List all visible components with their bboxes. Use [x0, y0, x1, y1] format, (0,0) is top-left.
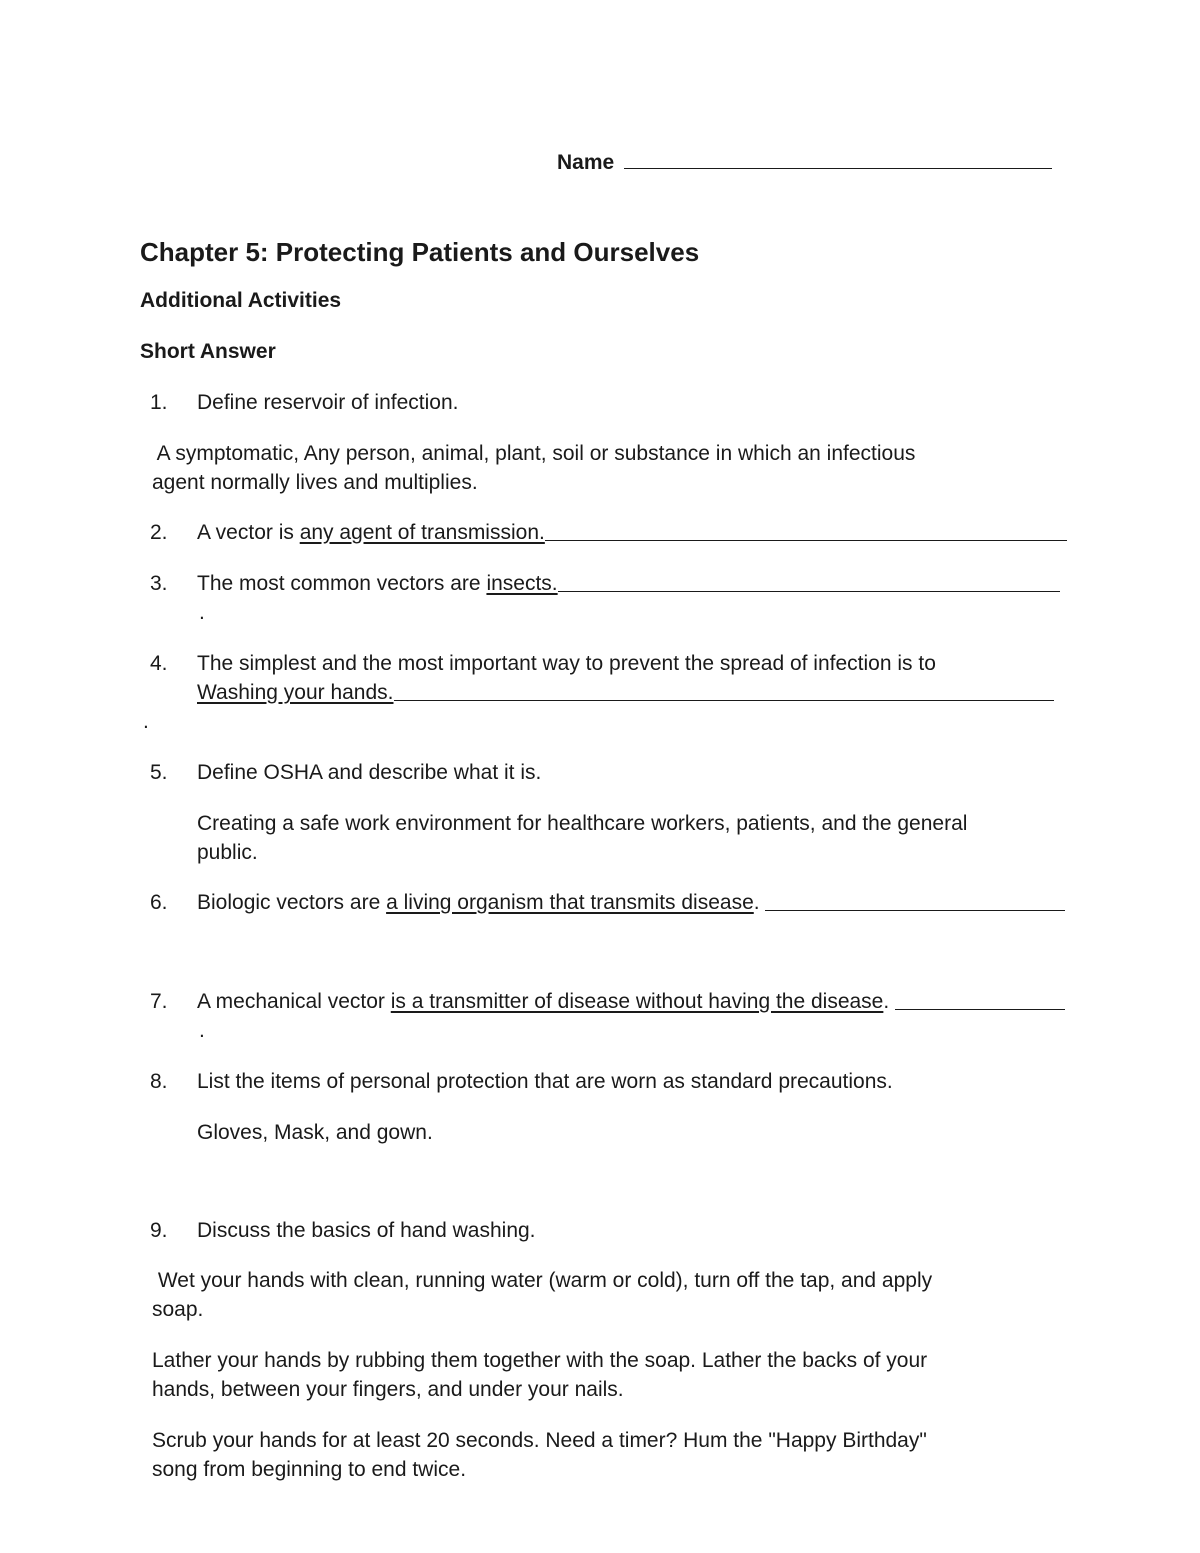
question-prompt: Discuss the basics of hand washing.: [197, 1219, 536, 1242]
name-label: Name: [557, 151, 615, 174]
answer-paragraph-1-line-1: Wet your hands with clean, running water (warm or cold), turn off the tap, and apply: [152, 1269, 933, 1292]
question-number: 7.: [150, 990, 168, 1013]
answer-line-1: Creating a safe work environment for healthcare workers, patients, and the general: [197, 812, 968, 835]
section-heading: Additional Activities: [140, 289, 342, 312]
answer-text: a living organism that transmits disease: [386, 891, 754, 914]
answer-paragraph-2-line-1: Lather your hands by rubbing them together with the soap. Lather the backs of your: [152, 1349, 928, 1372]
answer-line-2: public.: [197, 841, 258, 864]
answer-paragraph-3-line-2: song from beginning to end twice.: [152, 1458, 467, 1481]
question-prompt: The simplest and the most important way to prevent the spread of infection is to: [197, 652, 936, 675]
question-prompt: List the items of personal protection that are worn as standard precautions.: [197, 1070, 893, 1093]
answer-period: .: [883, 990, 896, 1013]
question-number: 5.: [150, 761, 168, 784]
answer-text: Washing your hands.: [197, 681, 394, 704]
question-prompt: Biologic vectors are: [197, 891, 387, 914]
question-number: 6.: [150, 891, 168, 914]
answer-line-2: agent normally lives and multiplies.: [152, 471, 478, 494]
name-field: [557, 146, 1052, 177]
page-title: Chapter 5: Protecting Patients and Ourselves: [140, 237, 700, 267]
trailing-period: .: [143, 710, 149, 733]
question-number: 1.: [150, 391, 168, 414]
question-prompt: The most common vectors are: [197, 572, 487, 595]
question-number: 9.: [150, 1219, 168, 1242]
answer-text: any agent of transmission.: [299, 521, 545, 544]
answer-blank-line[interactable]: [394, 678, 1055, 701]
answer-line-1: A symptomatic, Any person, animal, plant, soil or substance in which an infectious: [152, 442, 916, 465]
question-number: 4.: [150, 652, 168, 675]
question-prompt: Define reservoir of infection.: [197, 391, 459, 414]
answer-blank-line[interactable]: [895, 987, 1065, 1010]
answer-text: is a transmitter of disease without having the disease: [390, 990, 884, 1013]
question-prompt: Define OSHA and describe what it is.: [197, 761, 542, 784]
answer-blank-line[interactable]: [545, 518, 1067, 541]
trailing-period: .: [199, 601, 205, 624]
name-blank-line[interactable]: [624, 146, 1052, 169]
answer-blank-line[interactable]: [558, 569, 1060, 592]
answer-blank-line[interactable]: [765, 888, 1065, 911]
question-number: 3.: [150, 572, 168, 595]
answer-text: Gloves, Mask, and gown.: [197, 1121, 433, 1144]
answer-text: insects.: [486, 572, 558, 595]
trailing-period: .: [199, 1019, 205, 1042]
answer-period: .: [753, 891, 766, 914]
answer-paragraph-1-line-2: soap.: [152, 1298, 204, 1321]
question-number: 2.: [150, 521, 168, 544]
subsection-heading: Short Answer: [140, 340, 276, 363]
answer-paragraph-2-line-2: hands, between your fingers, and under your nails.: [152, 1378, 624, 1401]
answer-paragraph-3-line-1: Scrub your hands for at least 20 seconds. Need a timer? Hum the "Happy Birthday": [152, 1429, 927, 1452]
question-number: 8.: [150, 1070, 168, 1093]
question-prompt: A mechanical vector: [197, 990, 391, 1013]
question-prompt: A vector is: [197, 521, 300, 544]
